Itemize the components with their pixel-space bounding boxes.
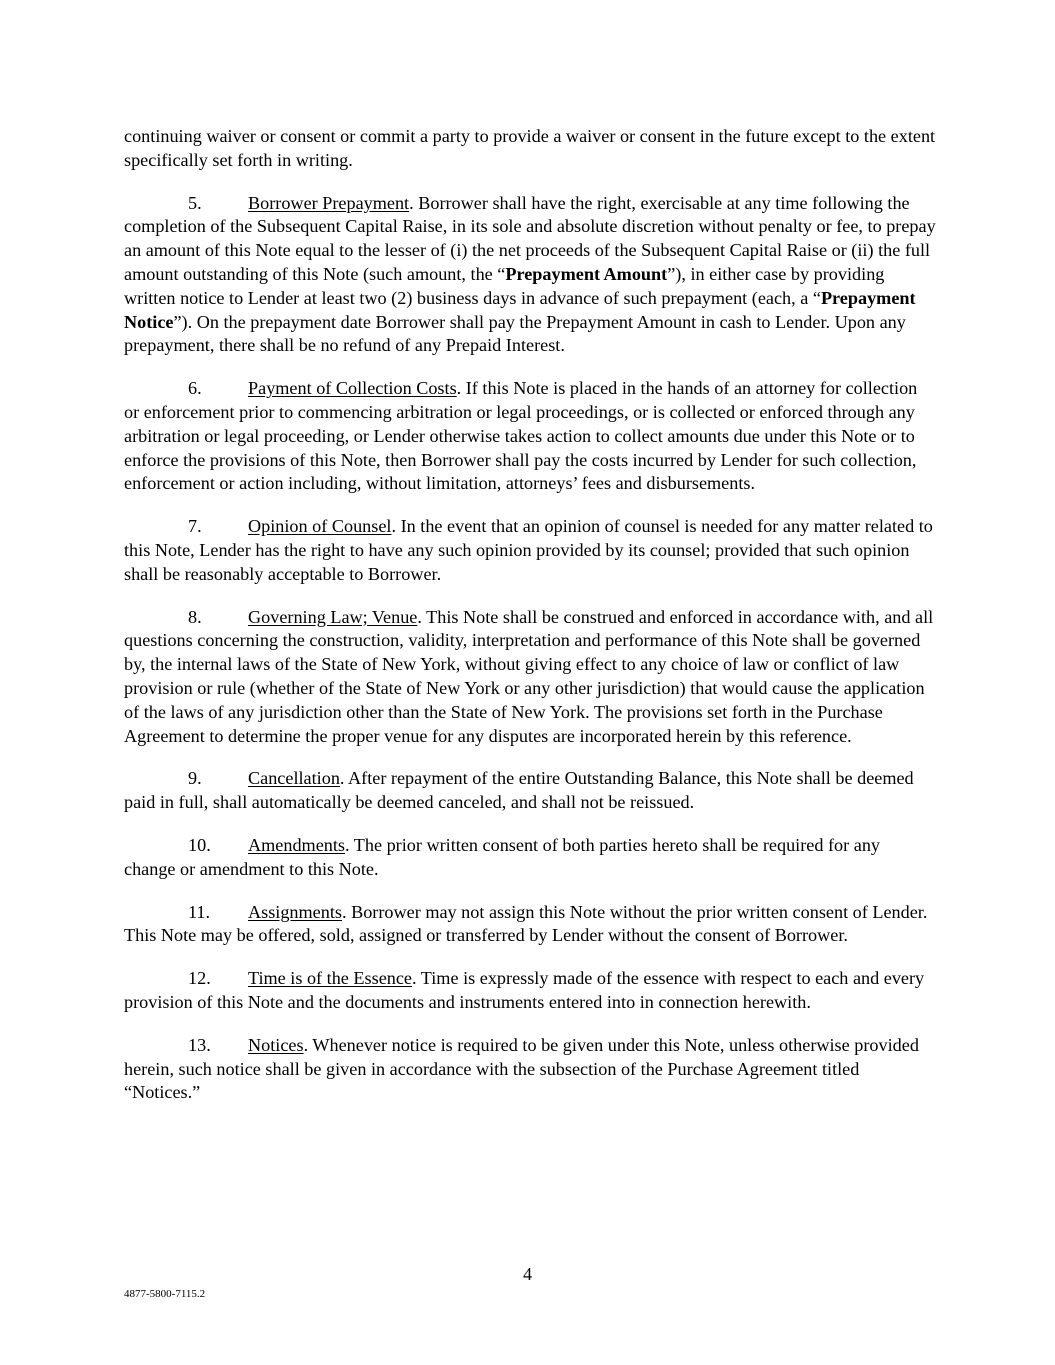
section-text: . This Note shall be construed and enforced in accordance with, and all questions concerning the construction, validity, interpretation and performance of this Note shall be governed by, the internal laws of the State of New York, without giving effect to any choice of law or conflict of law provision or rule (whether of the State of New York or any other jurisdiction) that would cause the application of the laws of any jurisdiction other than the State of New York. The provisions set forth in the Purchase Agreement to determine the proper venue for any disputes are incorporated herein by this reference. [124, 606, 934, 746]
section-6 [124, 377, 936, 496]
section-text: . If this Note is placed in the hands of an attorney for collection or enforcement prior to commencing arbitration or legal proceedings, or is collected or enforced through any arbitration or legal proceeding, or Lender otherwise takes action to collect amounts due under this Note or to enforce the provisions of this Note, then Borrower shall pay the costs incurred by Lender for such collection, enforcement or action including, without limitation, attorneys’ fees and disbursements. [124, 378, 918, 494]
section-heading: Time is of the Essence [248, 968, 413, 989]
section-text: ”), in either case by providing written notice to Lender at least two (2) business days in advance of such prepayment (each, a “ [124, 263, 885, 308]
section-heading: Notices [248, 1034, 304, 1055]
section-heading: Opinion of Counsel [248, 516, 392, 537]
section-12 [124, 967, 936, 1015]
section-13 [124, 1034, 936, 1105]
section-10 [124, 834, 936, 882]
section-number: 10. [188, 834, 211, 855]
section-heading: Assignments [248, 901, 342, 922]
section-heading: Cancellation [248, 768, 340, 789]
section-text: . The prior written consent of both parties hereto shall be required for any change or amendment to this Note. [124, 834, 881, 879]
section-number: 6. [188, 378, 202, 399]
defined-term: Prepayment Amount [505, 263, 668, 284]
section-number: 9. [188, 768, 202, 789]
section-heading: Governing Law; Venue [248, 606, 418, 627]
document-id: 4877-5800-7115.2 [124, 1288, 206, 1300]
section-number: 8. [188, 606, 202, 627]
section-text: . In the event that an opinion of counsel is needed for any matter related to this Note, Lender has the right to have any such opinion provided by its counsel; provided that such opinion shall be reasonably acceptable to Borrower. [124, 516, 933, 584]
section-number: 13. [188, 1034, 211, 1055]
section-text: . Whenever notice is required to be given under this Note, unless otherwise provided herein, such notice shall be given in accordance with the subsection of the Purchase Agreement titled “Notices.” [124, 1034, 919, 1103]
section-number: 12. [188, 968, 211, 989]
section-11 [124, 901, 936, 949]
document-body [124, 125, 936, 1124]
section-5 [124, 192, 936, 359]
section-number: 5. [188, 192, 202, 213]
section-text: . Borrower shall have the right, exercisable at any time following the completion of the Subsequent Capital Raise, in its sole and absolute discretion without penalty or fee, to prepay an amount of this Note equal to the lesser of (i) the net proceeds of the Subsequent Capital Raise or (ii) the full amount outstanding of this Note (such amount, the “ [124, 192, 936, 284]
page-number: 4 [522, 1264, 533, 1284]
defined-term: Prepayment Notice [124, 287, 916, 332]
intro-paragraph: continuing waiver or consent or commit a party to provide a waiver or consent in the future except to the extent specifically set forth in writing. [124, 126, 936, 170]
section-text: ”). On the prepayment date Borrower shall pay the Prepayment Amount in cash to Lender. Upon any prepayment, there shall be no refund of any Prepaid Interest. [124, 311, 906, 356]
section-number: 11. [188, 901, 211, 922]
section-8 [124, 606, 936, 749]
section-heading: Borrower Prepayment [248, 192, 410, 213]
section-text: . Borrower may not assign this Note without the prior written consent of Lender. This Note may be offered, sold, assigned or transferred by Lender without the consent of Borrower. [124, 901, 928, 946]
section-heading: Amendments [248, 834, 345, 855]
section-7 [124, 515, 936, 586]
section-9 [124, 767, 936, 815]
section-heading: Payment of Collection Costs [248, 378, 457, 399]
section-number: 7. [188, 516, 202, 537]
section-text: . After repayment of the entire Outstanding Balance, this Note shall be deemed paid in full, shall automatically be deemed canceled, and shall not be reissued. [124, 768, 914, 813]
section-text: . Time is expressly made of the essence with respect to each and every provision of this Note and the documents and instruments entered into in connection herewith. [124, 968, 925, 1012]
